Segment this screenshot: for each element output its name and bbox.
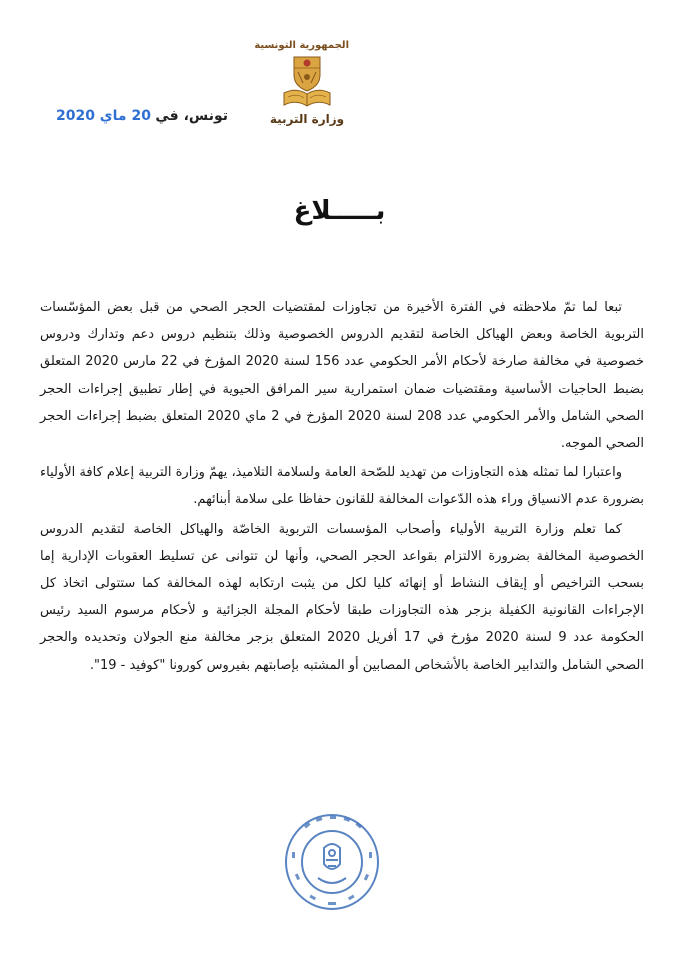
document-body xyxy=(40,294,644,679)
paragraph: واعتبارا لما تمثله هذه التجاوزات من تهديد للصّحة العامة ولسلامة التلاميذ، يهمّ وزارة التربية إعلام كافة الأولياء بضرورة عدم الانسياق وراء هذه الدّعوات المخالفة للقانون حفاظا على سلامة أبنائهم. xyxy=(40,465,644,508)
ministry-name: وزارة التربية xyxy=(269,112,345,126)
date-line xyxy=(55,108,228,124)
republic-name: الجمهورية التونسية xyxy=(254,40,349,51)
date-place: تونس، في xyxy=(155,108,228,124)
date-value: 20 ماي 2020 xyxy=(55,108,151,124)
document-title: بـــــلاغ xyxy=(293,196,386,226)
tunisia-coat-of-arms-book-icon xyxy=(278,53,336,111)
official-round-seal-icon xyxy=(282,812,382,912)
letterhead xyxy=(254,40,349,126)
paragraph: كما تعلم وزارة التربية الأولياء وأصحاب المؤسسات التربوية الخاصّة والهياكل الخاصة لتقديم الدروس الخصوصية المخالفة بضرورة الالتزام بقواعد الحجر الصحي، وأنها لن تتوانى عن تسليط العقوبات الإدارية إما بسحب التراخيص أو إيقاف النشاط أو إنهائه كليا لكل من يثبت ارتكابه لهذه المخالفة كما ستتولى اتخاذ كل الإجراءات القانونية الكفيلة بزجر هذه التجاوزات طبقا لأحكام المجلة الجزائية و لأحكام مرسوم السيد رئيس الحكومة عدد 9 لسنة 2020 مؤرخ في 17 أفريل 2020 المتعلق بزجر مخالفة منع الجولان وتحديده والحجر الصحي الشامل والتدابير الخاصة بالأشخاص المصابين أو المشتبه بإصابتهم بفيروس كورونا "كوفيد - 19". xyxy=(40,521,644,673)
paragraph: تبعا لما تمّ ملاحظته في الفترة الأخيرة من تجاوزات لمقتضيات الحجر الصحي من قبل بعض المؤسّسات التربوية الخاصة وبعض الهياكل الخاصة لتقديم الدروس الخصوصية وذلك بتنظيم دروس دعم وتدارك ودروس خصوصية في مخالفة صارخة لأحكام الأمر الحكومي عدد 156 لسنة 2020 المؤرخ في 22 مارس 2020 المتعلق بضبط الحاجيات الأساسية ومقتضيات ضمان استمرارية سير المرافق الحيوية في إطار تطبيق إجراءات الحجر الصحي الشامل والأمر الحكومي عدد 208 لسنة 2020 المؤرخ في 2 ماي 2020 المتعلق بضبط إجراءات الحجر الصحي الموجه. xyxy=(40,300,645,452)
